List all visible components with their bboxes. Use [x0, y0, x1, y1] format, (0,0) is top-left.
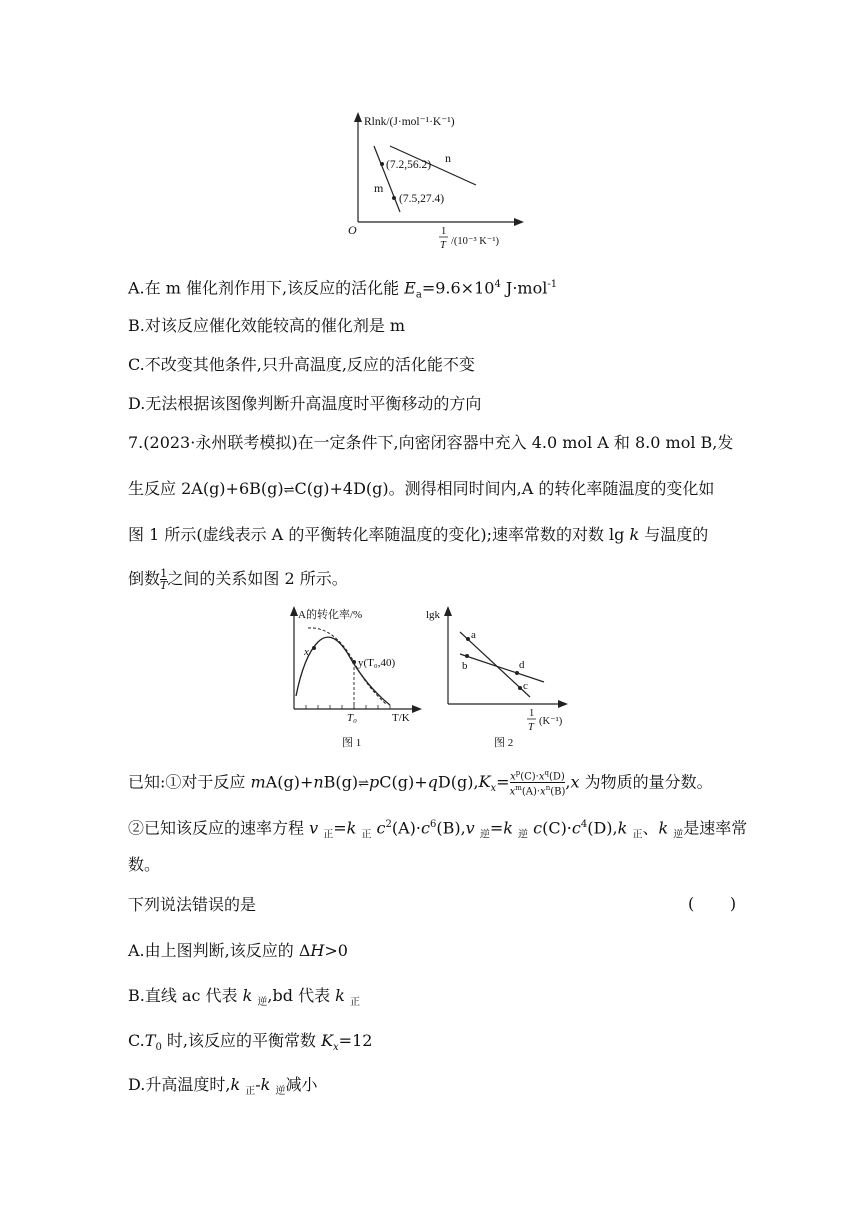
line-n-label: n — [445, 151, 451, 165]
figure-rlnk-vs-inverse-t — [340, 110, 530, 255]
known-line-3: 数。 — [128, 855, 161, 874]
x-axis-unit: (K⁻¹) — [539, 716, 563, 727]
option-q7-a: A.由上图判断,该反应的 ΔH>0 — [128, 941, 348, 960]
q7-line-4: 倒数 $\frac{1}{T}$ 之间的关系如图 2 所示。 — [128, 567, 348, 592]
point-x — [312, 646, 316, 650]
known-line-2: ②已知该反应的速率方程 v $_正$=k $_正$ $c^2(A)\cdot c^6(B),v$ $_逆$=k $_逆$ $c(C)\cdot c^4(D),k$ $_正$、k $_逆$是速率常 — [128, 818, 748, 841]
point-1-label: (7.2,56.2) — [386, 159, 432, 171]
point-d-label: d — [519, 659, 525, 671]
y-axis-label: Rlnk/(J·mol⁻¹·K⁻¹) — [364, 116, 455, 128]
x-axis-label-den: T — [440, 240, 446, 251]
x-axis-unit: /(10⁻³ K⁻¹) — [451, 236, 499, 247]
answer-blank: ( ) — [688, 894, 737, 913]
x-axis-label-den: T — [528, 722, 534, 733]
point-a-label: a — [471, 629, 476, 641]
figure-1-caption: 图 1 — [342, 737, 362, 749]
point-2-label: (7.5,27.4) — [399, 193, 445, 205]
x-axis-arrow — [558, 700, 568, 708]
point-x-label: x — [304, 646, 309, 658]
point-a — [466, 637, 470, 641]
figure-2-caption: 图 2 — [494, 737, 514, 749]
option-q7-c: $C.T_0$ 时,该反应的平衡常数 $K_x=12$ — [128, 1031, 373, 1054]
figure-1-conversion-vs-temperature — [286, 604, 426, 754]
point-2 — [392, 196, 396, 200]
option-q6-b: B.对该反应催化效能较高的催化剂是 m — [128, 316, 406, 335]
x-axis-label-num: 1 — [441, 226, 447, 237]
q7-line-2: 生反应 2A(g)+6B(g)⇌C(g)+4D(g)。测得相同时间内,A 的转化率随温度的变化如 — [128, 479, 715, 498]
line-m — [374, 146, 400, 212]
question-stem: 下列说法错误的是 — [128, 895, 257, 914]
line-m-label: m — [374, 181, 384, 195]
point-b-label: b — [462, 660, 468, 672]
t0-label: T₀ — [347, 712, 357, 724]
point-c — [518, 686, 522, 690]
option-q6-c: C.不改变其他条件,只升高温度,反应的活化能不变 — [128, 355, 475, 374]
x-axis-arrow — [412, 705, 422, 713]
known-line-1: 已知:①对于反应 $mA(g)+nB(g)\rightleftharpoons pC(g)+qD(g),K_x=$ $\frac{x^p(C)\cdot x^q(D)}{x^m(A)\cdot x^n(B)}$ ,x 为物质的量分数。 — [128, 769, 713, 798]
y-axis-arrow — [290, 606, 298, 616]
option-q7-d: D.升高温度时,k $_正$-k $_逆$减小 — [128, 1075, 318, 1098]
option-q6-d: D.无法根据该图像判断升高温度时平衡移动的方向 — [128, 394, 482, 413]
origin-label: O — [348, 223, 357, 237]
y-axis-label: lgk — [426, 609, 441, 621]
point-1 — [380, 162, 384, 166]
x-axis-label-num: 1 — [529, 708, 535, 719]
option-q7-b: B.直线 ac 代表 k $_逆$,bd 代表 k $_正$ — [128, 986, 360, 1009]
y-axis-arrow — [444, 606, 452, 616]
option-q6-a: A.在 m 催化剂作用下,该反应的活化能 $E_a=9.6\times 10^4$ J·mol$^{-1}$ — [128, 278, 558, 301]
y-axis-label: A的转化率/% — [298, 609, 363, 621]
point-y-label: y(T₀,40) — [358, 657, 396, 669]
x-axis-label: T/K — [392, 712, 410, 724]
point-d — [515, 671, 519, 675]
x-axis-arrow — [514, 218, 524, 226]
conversion-solid-curve — [296, 637, 390, 705]
figure-2-lgk-vs-inverse-t — [426, 604, 574, 754]
q7-line-1: 7.(2023·永州联考模拟)在一定条件下,向密闭容器中充入 4.0 mol A 和 8.0 mol B,发 — [128, 433, 734, 452]
point-c-label: c — [523, 680, 528, 692]
q7-line-3: 图 1 所示(虚线表示 A 的平衡转化率随温度的变化);速率常数的对数 lg k 与温度的 — [128, 525, 709, 544]
line-bd — [460, 654, 544, 682]
point-b — [465, 654, 469, 658]
y-axis-arrow — [354, 112, 362, 122]
point-y — [352, 660, 356, 664]
